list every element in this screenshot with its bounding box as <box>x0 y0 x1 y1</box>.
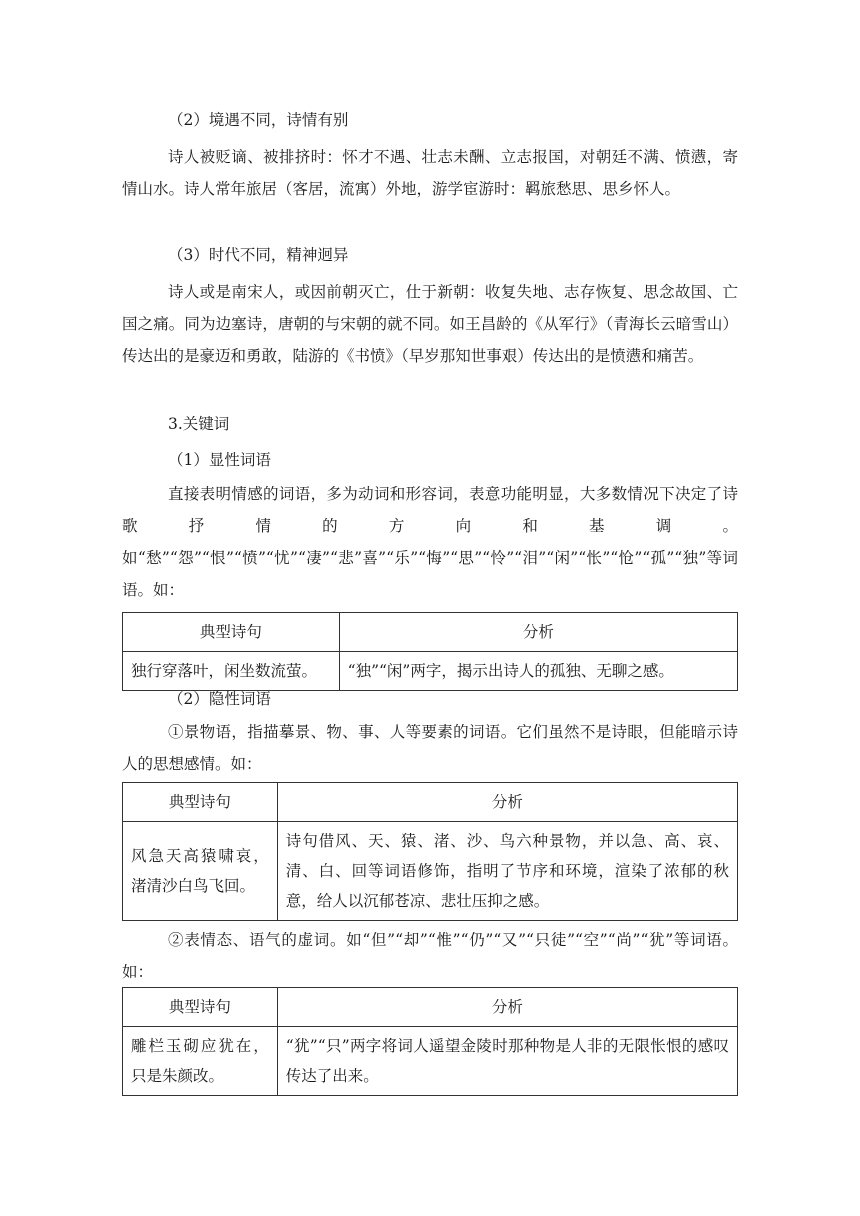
table-header-cell: 典型诗句 <box>123 783 278 822</box>
table-header-cell: 分析 <box>277 783 737 822</box>
table-cell-poem: 雕栏玉砌应犹在，只是朱颜改。 <box>123 1027 278 1096</box>
table-header-cell: 分析 <box>277 988 737 1027</box>
table-header-row <box>123 988 738 1027</box>
table-cell-poem: 独行穿落叶，闲坐数流萤。 <box>123 652 340 691</box>
paragraph-explicit-words: 直接表明情感的词语，多为动词和形容词，表意功能明显，大多数情况下决定了诗歌抒情的方向和基调。如“愁”“怨”“恨”“愤”“忧”“凄”“悲”喜”“乐”“悔”“思”“怜”“泪”“闲”“怅”“怆”“孤”“独”等词语。如： <box>122 485 738 599</box>
paragraph-era: 诗人或是南宋人，或因前朝灭亡，仕于新朝：收复失地、志存恢复、思念故国、亡国之痛。同为边塞诗，唐朝的与宋朝的就不同。如王昌龄的《从军行》（青海长云暗雪山）传达出的是豪迈和勇敢，陆游的《书愤》（早岁那知世事艰）传达出的是愤懑和痛苦。 <box>122 283 738 365</box>
table-cell-analysis: “犹”“只”两字将词人遥望金陵时那种物是人非的无限怅恨的感叹传达了出来。 <box>277 1027 737 1096</box>
table-header-cell: 分析 <box>339 613 737 652</box>
example-table-function-words <box>122 987 738 1096</box>
table-cell-analysis: “独”“闲”两字，揭示出诗人的孤独、无聊之感。 <box>339 652 737 691</box>
section-heading-era: （3）时代不同，精神迥异 <box>168 246 349 264</box>
table-cell-analysis: 诗句借风、天、猿、渚、沙、鸟六种景物，并以急、高、哀、清、白、回等词语修饰，指明了节序和环境，渲染了浓郁的秋意，给人以沉郁苍凉、悲壮压抑之感。 <box>277 822 737 921</box>
section-heading-situation: （2）境遇不同，诗情有别 <box>168 111 349 129</box>
table-header-row <box>123 783 738 822</box>
example-table-scenery <box>122 782 738 921</box>
table-row <box>123 822 738 921</box>
section-heading-implicit-words: （2）隐性词语 <box>168 690 271 708</box>
example-table-explicit <box>122 612 738 691</box>
paragraph-scenery-words: ①景物语，指描摹景、物、事、人等要素的词语。它们虽然不是诗眼，但能暗示诗人的思想感情。如： <box>122 723 738 773</box>
paragraph-situation: 诗人被贬谪、被排挤时：怀才不遇、壮志未酬、立志报国，对朝廷不满、愤懑，寄情山水。诗人常年旅居（客居，流寓）外地，游学宦游时：羁旅愁思、思乡怀人。 <box>122 148 738 198</box>
table-header-cell: 典型诗句 <box>123 988 278 1027</box>
paragraph-function-words: ②表情态、语气的虚词。如“但”“却”“惟”“仍”“又”“只徒”“空”“尚”“犹”等词语。如： <box>122 931 738 981</box>
table-header-cell: 典型诗句 <box>123 613 340 652</box>
table-row <box>123 1027 738 1096</box>
table-header-row <box>123 613 738 652</box>
section-heading-explicit-words: （1）显性词语 <box>168 451 271 469</box>
table-cell-poem: 风急天高猿啸哀，渚清沙白鸟飞回。 <box>123 822 278 921</box>
section-heading-keywords: 3.关键词 <box>168 415 230 433</box>
